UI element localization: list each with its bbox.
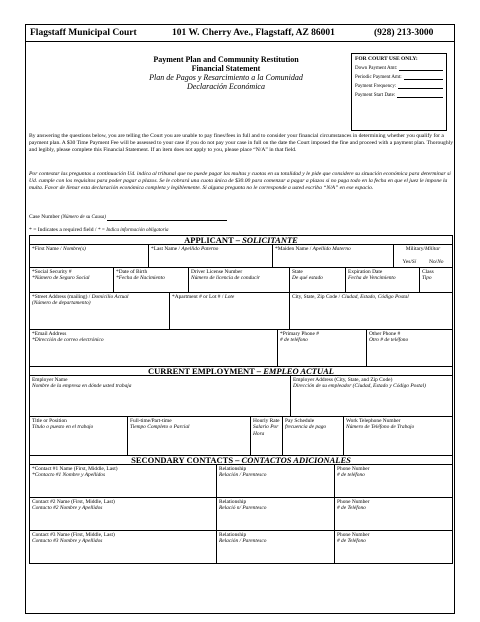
periodic-payment-field[interactable]: Periodic Payment Amt:	[355, 75, 443, 80]
contact1-phone-field[interactable]: Phone Number # de teléfono	[334, 464, 453, 498]
street-address-field[interactable]: *Street Address (mailing) / Domicilio Actual (Número de departamento)	[29, 292, 170, 330]
payment-frequency-field[interactable]: Payment Frequency:	[355, 84, 443, 89]
intro-english: By answering the questions below, you are telling the Court you are unable to pay fines/fees in full and to consider your financial circumstances in determining whether you qualify for a payment plan. A $30 Time Payment Fee will be assessed to your case if you do not pay your case in full on the date the Court imposed the fine and proceed with a payment plan. Thoroughly and legibly, please complete this Financial Statement. If an item does not apply to you, please place “N/A” in that field.	[29, 133, 454, 153]
form-title	[116, 55, 336, 91]
email-field[interactable]: *Email Address *Dirección de correo electrónico	[29, 329, 278, 367]
military-no-option[interactable]: No/No	[429, 259, 444, 266]
down-payment-field[interactable]: Down Payment Amt:	[355, 66, 443, 71]
contact1-relationship-field[interactable]: Relationship Relación / Parentesco	[216, 464, 335, 498]
case-number-label-es: (Número de su Causa)	[61, 215, 106, 220]
title-position-field[interactable]: Title or Position Título o puesto en el trabajo	[29, 416, 128, 456]
header-rule	[26, 41, 454, 42]
intro-spanish: Por contestar las preguntas a continuación Ud. indica al tribunal que no puede pagar las multas y cuotas en su totalidad y le pide que considere su situación económica para determinar si Ud. cumple con los requisitos para poder pagar a plazos. Se le cobrará una cuota única de $30.00 para comenzar a pagar a plazos si no paga todo en la fecha en que el juez le impone la multa. Favor de llenar esta declaración económica completa y legiblemente. Si alguna pregunta no le corresponde a usted escriba “N/A” en ese espacio.	[29, 171, 451, 191]
court-name: Flagstaff Municipal Court	[30, 28, 137, 38]
applicant-section-title: APPLICANT – SOLICITANTE	[29, 235, 453, 244]
maiden-name-field[interactable]: *Maiden Name / Apellido Materno	[272, 244, 394, 268]
military-yes-option[interactable]: Yes/Sí	[402, 259, 417, 266]
other-phone-field[interactable]: Other Phone # Otro # de teléfono	[366, 329, 453, 367]
court-use-title: FOR COURT USE ONLY:	[355, 56, 418, 62]
court-phone: (928) 213-3000	[374, 28, 434, 38]
case-number-label: Case Number	[29, 214, 60, 220]
military-field: Military/Militar Yes/Sí No/No	[393, 244, 453, 268]
apartment-field[interactable]: *Apartment # or Lot # / Lote	[169, 292, 290, 330]
primary-phone-field[interactable]: *Primary Phone # # de teléfono	[277, 329, 367, 367]
employment-section-title: CURRENT EMPLOYMENT – EMPLEO ACTUAL	[29, 366, 453, 375]
employer-address-field[interactable]: Employer Address (City, State, and Zip Code) Dirección de su empleador (Ciudad, Estado y Código Postal)	[290, 375, 453, 417]
title-es-line1: Plan de Pagos y Resarcimiento a la Comunidad	[149, 73, 303, 82]
pay-schedule-field[interactable]: Pay Schedule frecuencia de pago	[282, 416, 344, 456]
work-phone-field[interactable]: Work Telephone Number Número de Teléfono de Trabajo	[343, 416, 453, 456]
contact3-name-field[interactable]: Contact #3 Name (First, Middle, Last) Contacto #3 Nombre y Apellidos	[29, 530, 217, 564]
dob-field[interactable]: *Date of Birth *Fecha de Nacimiento	[113, 267, 189, 293]
contacts-section-title: SECONDARY CONTACTS – CONTACTOS ADICIONALES	[29, 455, 453, 464]
title-es-line2: Declaración Económica	[187, 82, 265, 91]
form-page	[25, 24, 455, 614]
ssn-field[interactable]: *Social Security # *Número de Seguro Social	[29, 267, 114, 293]
contact2-phone-field[interactable]: Phone Number # de Teléfono	[334, 497, 453, 531]
contact1-name-field[interactable]: *Contact #1 Name (First, Middle, Last) *Contacto #1 Nombre y Apellidos	[29, 464, 217, 498]
hourly-rate-field[interactable]: Hourly Rate Salario Por Hora	[250, 416, 283, 456]
title-en-line2: Financial Statement	[191, 64, 261, 73]
required-note: * = Indicates a required field / * = Indica información obligatoria	[29, 227, 169, 233]
first-name-field[interactable]: *First Name / Nombre(s)	[29, 244, 149, 268]
dl-class-field[interactable]: Class Tipo	[419, 267, 453, 293]
case-number-row	[29, 214, 227, 221]
city-state-zip-field[interactable]: City, State, Zip Code / Ciudad, Estado, Código Postal	[289, 292, 453, 330]
case-number-input[interactable]	[107, 214, 227, 221]
contact3-relationship-field[interactable]: Relationship Relación / Parentesco	[216, 530, 335, 564]
payment-start-date-field[interactable]: Payment Start Date:	[355, 93, 443, 98]
driver-license-field[interactable]: Driver License Number Número de licencia de conducir	[188, 267, 290, 293]
title-en-line1: Payment Plan and Community Restitution	[153, 55, 299, 64]
last-name-field[interactable]: *Last Name / Apellido Paterno	[148, 244, 273, 268]
court-use-box	[351, 53, 447, 131]
contact2-relationship-field[interactable]: Relationship Relació n/ Parentesco	[216, 497, 335, 531]
dl-expiration-field[interactable]: Expiration Date Fecha de Vencimiento	[345, 267, 420, 293]
employer-name-field[interactable]: Employer Name Nombre de la empresa en dónde usted trabaja	[29, 375, 291, 417]
dl-state-field[interactable]: State De qué estado	[289, 267, 346, 293]
full-part-time-field[interactable]: Full-time/Part-time Tiempo Completo o Parcial	[127, 416, 251, 456]
contact3-phone-field[interactable]: Phone Number # de Teléfono	[334, 530, 453, 564]
contact2-name-field[interactable]: Contact #2 Name (First, Middle, Last) Contacto #2 Nombre y Apellidos	[29, 497, 217, 531]
court-address: 101 W. Cherry Ave., Flagstaff, AZ 86001	[172, 28, 335, 38]
